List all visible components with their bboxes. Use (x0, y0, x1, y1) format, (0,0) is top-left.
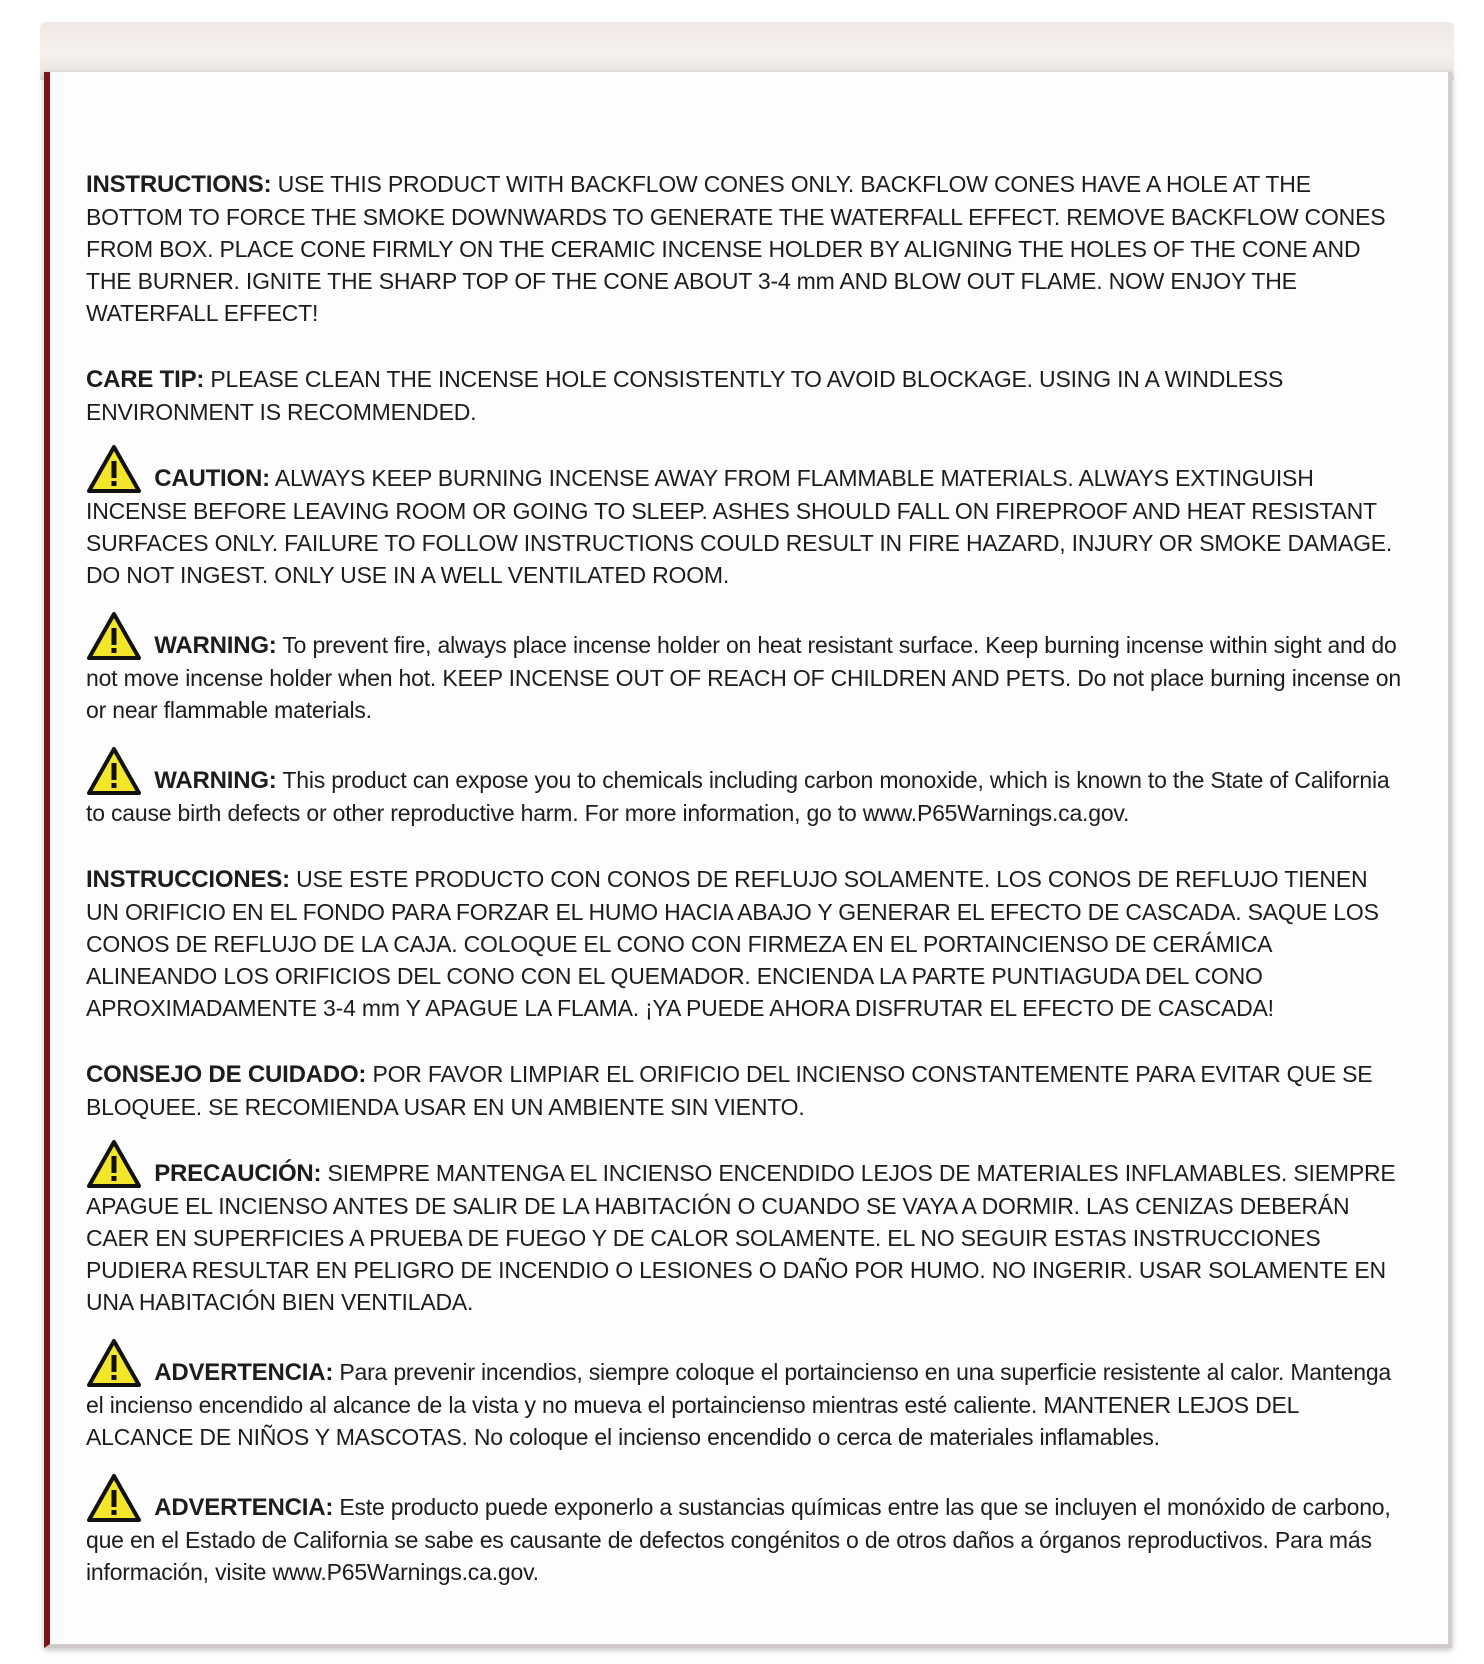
warning-triangle-icon (86, 444, 142, 494)
warning-triangle-icon (86, 611, 142, 661)
advertencia-fire-text: Para prevenir incendios, siempre coloque el portaincienso en una superficie resistente al calor. Mantenga el incienso encendido al alcance de la vista y no mueva el portaincienso mientras esté caliente. MANTENER LEJOS DEL ALCANCE DE NIÑOS Y MASCOTAS. No coloque el incienso encendido o cerca de materiales inflamables. (86, 1359, 1392, 1450)
instrucciones-text: USE ESTE PRODUCTO CON CONOS DE REFLUJO SOLAMENTE. LOS CONOS DE REFLUJO TIENEN UN ORIFICIO EN EL FONDO PARA FORZAR EL HUMO HACIA ABAJO Y GENERAR EL EFECTO DE CASCADA. SAQUE LOS CONOS DE REFLUJO DE LA CAJA. COLOQUE EL CONO CON FIRMEZA EN EL PORTAINCIENSO DE CERÁMICA ALINEANDO LOS ORIFICIOS DEL CONO CON EL QUEMADOR. ENCIENDA LA PARTE PUNTIAGUDA DEL CONO APROXIMADAMENTE 3-4 mm Y APAGUE LA FLAMA. ¡YA PUEDE AHORA DISFRUTAR EL EFECTO DE CASCADA! (86, 866, 1379, 1021)
instructions-heading: INSTRUCTIONS: (86, 171, 272, 198)
warning-triangle-icon (86, 1338, 142, 1388)
advertencia-fire-heading: ADVERTENCIA: (154, 1359, 334, 1386)
warning-triangle-icon (86, 1473, 142, 1523)
warning-p65-heading: WARNING: (154, 767, 277, 794)
advertencia-fire-paragraph (86, 1338, 1406, 1453)
caution-paragraph (86, 444, 1406, 591)
instructions-text: USE THIS PRODUCT WITH BACKFLOW CONES ONLY. BACKFLOW CONES HAVE A HOLE AT THE BOTTOM TO FORCE THE SMOKE DOWNWARDS TO GENERATE THE WATERFALL EFFECT. REMOVE BACKFLOW CONES FROM BOX. PLACE CONE FIRMLY ON THE CERAMIC INCENSE HOLDER BY ALIGNING THE HOLES OF THE CONE AND THE BURNER. IGNITE THE SHARP TOP OF THE CONE ABOUT 3-4 mm AND BLOW OUT FLAME. NOW ENJOY THE WATERFALL EFFECT! (86, 171, 1386, 326)
advertencia-p65-text: Este producto puede exponerlo a sustancias químicas entre las que se incluyen el monóxido de carbono, que en el Estado de California se sabe es causante de defectos congénitos o de otros daños a órganos reproductivos. Para más información, visite www.P65Warnings.ca.gov. (86, 1494, 1391, 1585)
consejo-heading: CONSEJO DE CUIDADO: (86, 1061, 367, 1088)
warning-p65-paragraph (86, 746, 1406, 829)
precaucion-paragraph (86, 1139, 1406, 1318)
instrucciones-heading: INSTRUCCIONES: (86, 866, 290, 893)
instrucciones-paragraph (86, 863, 1406, 1024)
warning-p65-text: This product can expose you to chemicals including carbon monoxide, which is known to the State of California to cause birth defects or other reproductive harm. For more information, go to www.P65Warnings.ca.gov. (86, 767, 1390, 826)
precaucion-heading: PRECAUCIÓN: (154, 1160, 322, 1187)
care-tip-paragraph (86, 363, 1406, 428)
care-tip-text: PLEASE CLEAN THE INCENSE HOLE CONSISTENTLY TO AVOID BLOCKAGE. USING IN A WINDLESS ENVIRONMENT IS RECOMMENDED. (86, 366, 1284, 425)
instructions-text-block (86, 168, 1406, 1588)
warning-fire-paragraph (86, 611, 1406, 726)
consejo-text: POR FAVOR LIMPIAR EL ORIFICIO DEL INCIENSO CONSTANTEMENTE PARA EVITAR QUE SE BLOQUEE. SE RECOMIENDA USAR EN UN AMBIENTE SIN VIENTO. (86, 1061, 1373, 1120)
consejo-paragraph (86, 1058, 1406, 1123)
care-tip-heading: CARE TIP: (86, 366, 205, 393)
instructions-paragraph (86, 168, 1406, 329)
advertencia-p65-heading: ADVERTENCIA: (154, 1494, 334, 1521)
advertencia-p65-paragraph (86, 1473, 1406, 1588)
warning-fire-text: To prevent fire, always place incense holder on heat resistant surface. Keep burning incense within sight and do not move incense holder when hot. KEEP INCENSE OUT OF REACH OF CHILDREN AND PETS. Do not place burning incense on or near flammable materials. (86, 632, 1401, 723)
precaucion-text: SIEMPRE MANTENGA EL INCIENSO ENCENDIDO LEJOS DE MATERIALES INFLAMABLES. SIEMPRE APAGUE EL INCIENSO ANTES DE SALIR DE LA HABITACIÓN O CUANDO SE VAYA A DORMIR. LAS CENIZAS DEBERÁN CAER EN SUPERFICIES A PRUEBA DE FUEGO Y DE CALOR SOLAMENTE. EL NO SEGUIR ESTAS INSTRUCCIONES PUDIERA RESULTAR EN PELIGRO DE INCENDIO O LESIONES O DAÑO POR HUMO. NO INGERIR. USAR SOLAMENTE EN UNA HABITACIÓN BIEN VENTILADA. (86, 1160, 1396, 1315)
warning-triangle-icon (86, 1139, 142, 1189)
warning-triangle-icon (86, 746, 142, 796)
caution-text: ALWAYS KEEP BURNING INCENSE AWAY FROM FLAMMABLE MATERIALS. ALWAYS EXTINGUISH INCENSE BEFORE LEAVING ROOM OR GOING TO SLEEP. ASHES SHOULD FALL ON FIREPROOF AND HEAT RESISTANT SURFACES ONLY. FAILURE TO FOLLOW INSTRUCTIONS COULD RESULT IN FIRE HAZARD, INJURY OR SMOKE DAMAGE. DO NOT INGEST. ONLY USE IN A WELL VENTILATED ROOM. (86, 465, 1393, 588)
warning-fire-heading: WARNING: (154, 632, 277, 659)
caution-heading: CAUTION: (154, 465, 270, 492)
